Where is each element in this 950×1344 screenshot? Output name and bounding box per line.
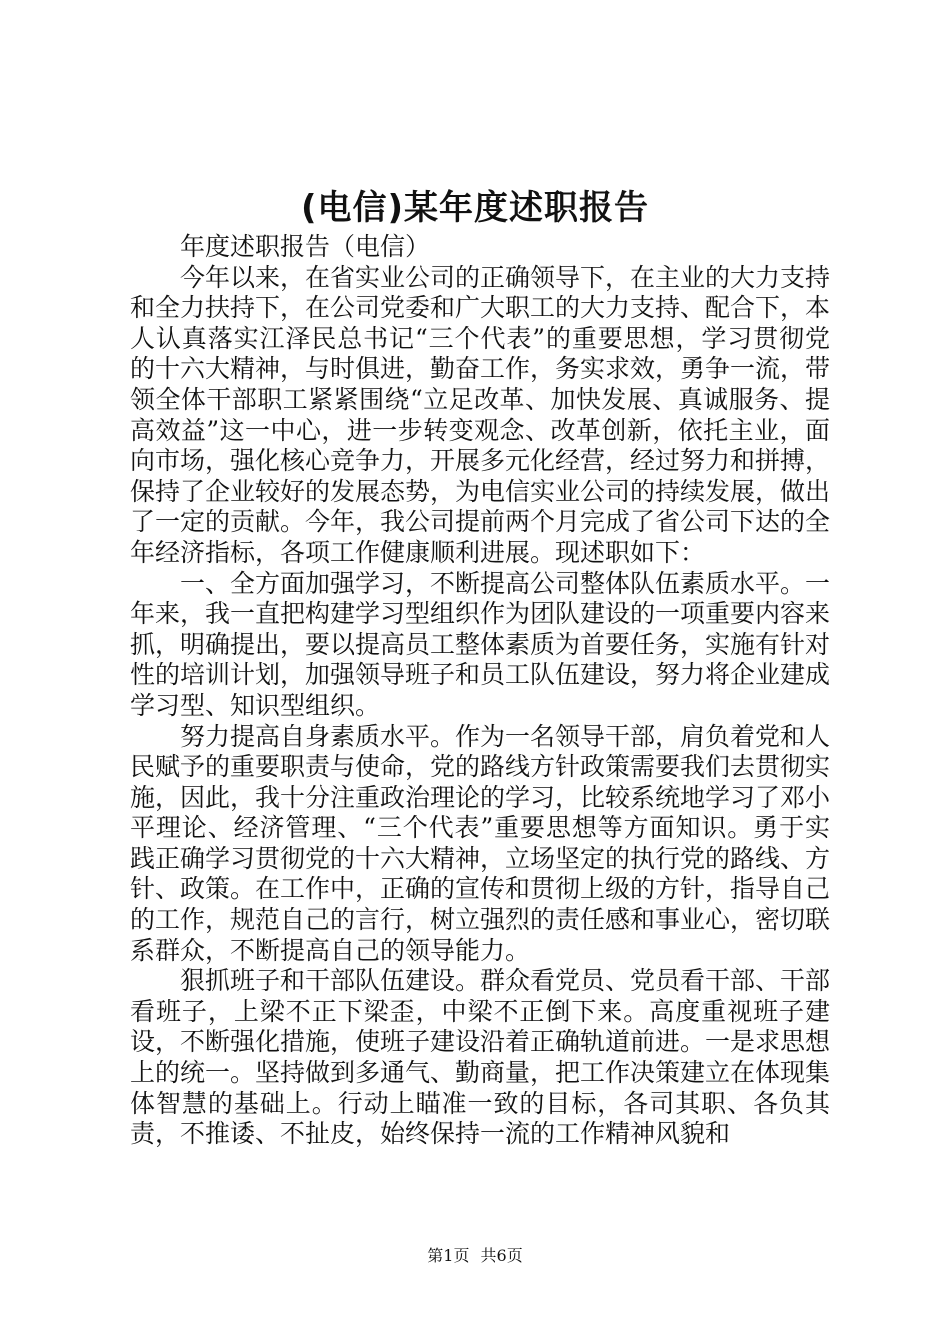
page-footer [0,1246,950,1266]
subtitle-paragraph: 年度述职报告（电信） [180,232,431,261]
page-total: 共6页 [480,1246,523,1265]
document-body [130,232,830,1150]
document-title: (电信)某年度述职报告 [300,188,650,228]
intro-paragraph: 今年以来，在省实业公司的正确领导下，在主业的大力支持和全力扶持下，在公司党委和广大职工的大力支持、配合下，本人认真落实江泽民总书记“三个代表”的重要思想，学习贯彻党的十六大精神，与时俱进，勤奋工作，务实求效，勇争一流，带领全体干部职工紧紧围绕“立足改革、加快发展、真诚服务、提高效益”这一中心，进一步转变观念、改革创新，依托主业，面向市场，强化核心竞争力，开展多元化经营，经过努力和拼搏，保持了企业较好的发展态势，为电信实业公司的持续发展，做出了一定的贡献。今年，我公司提前两个月完成了省公司下达的全年经济指标，各项工作健康顺利进展。现述职如下： [130,262,831,567]
section-one-paragraph: 一、全方面加强学习，不断提高公司整体队伍素质水平。一年来，我一直把构建学习型组织作为团队建设的一项重要内容来抓，明确提出，要以提高员工整体素质为首要任务，实施有针对性的培训计划，加强领导班子和员工队伍建设，努力将企业建成学习型、知识型组织。 [130,568,831,720]
team-building-paragraph: 狠抓班子和干部队伍建设。群众看党员、党员看干部、干部看班子，上梁不正下梁歪，中梁不正倒下来。高度重视班子建设，不断强化措施，使班子建设沿着正确轨道前进。一是求思想上的统一。坚持做到多通气、勤商量，把工作决策建立在体现集体智慧的基础上。行动上瞄准一致的目标，各司其职、各负其责，不推诿、不扯皮，始终保持一流的工作精神风貌和 [130,966,831,1149]
self-improvement-paragraph: 努力提高自身素质水平。作为一名领导干部，肩负着党和人民赋予的重要职责与使命，党的路线方针政策需要我们去贯彻实施，因此，我十分注重政治理论的学习，比较系统地学习了邓小平理论、经济管理、“三个代表”重要思想等方面知识。勇于实践正确学习贯彻党的十六大精神，立场坚定的执行党的路线、方针、政策。在工作中，正确的宣传和贯彻上级的方针，指导自己的工作，规范自己的言行，树立强烈的责任感和事业心，密切联系群众，不断提高自己的领导能力。 [130,721,831,965]
page-number: 第1页 [427,1246,470,1265]
